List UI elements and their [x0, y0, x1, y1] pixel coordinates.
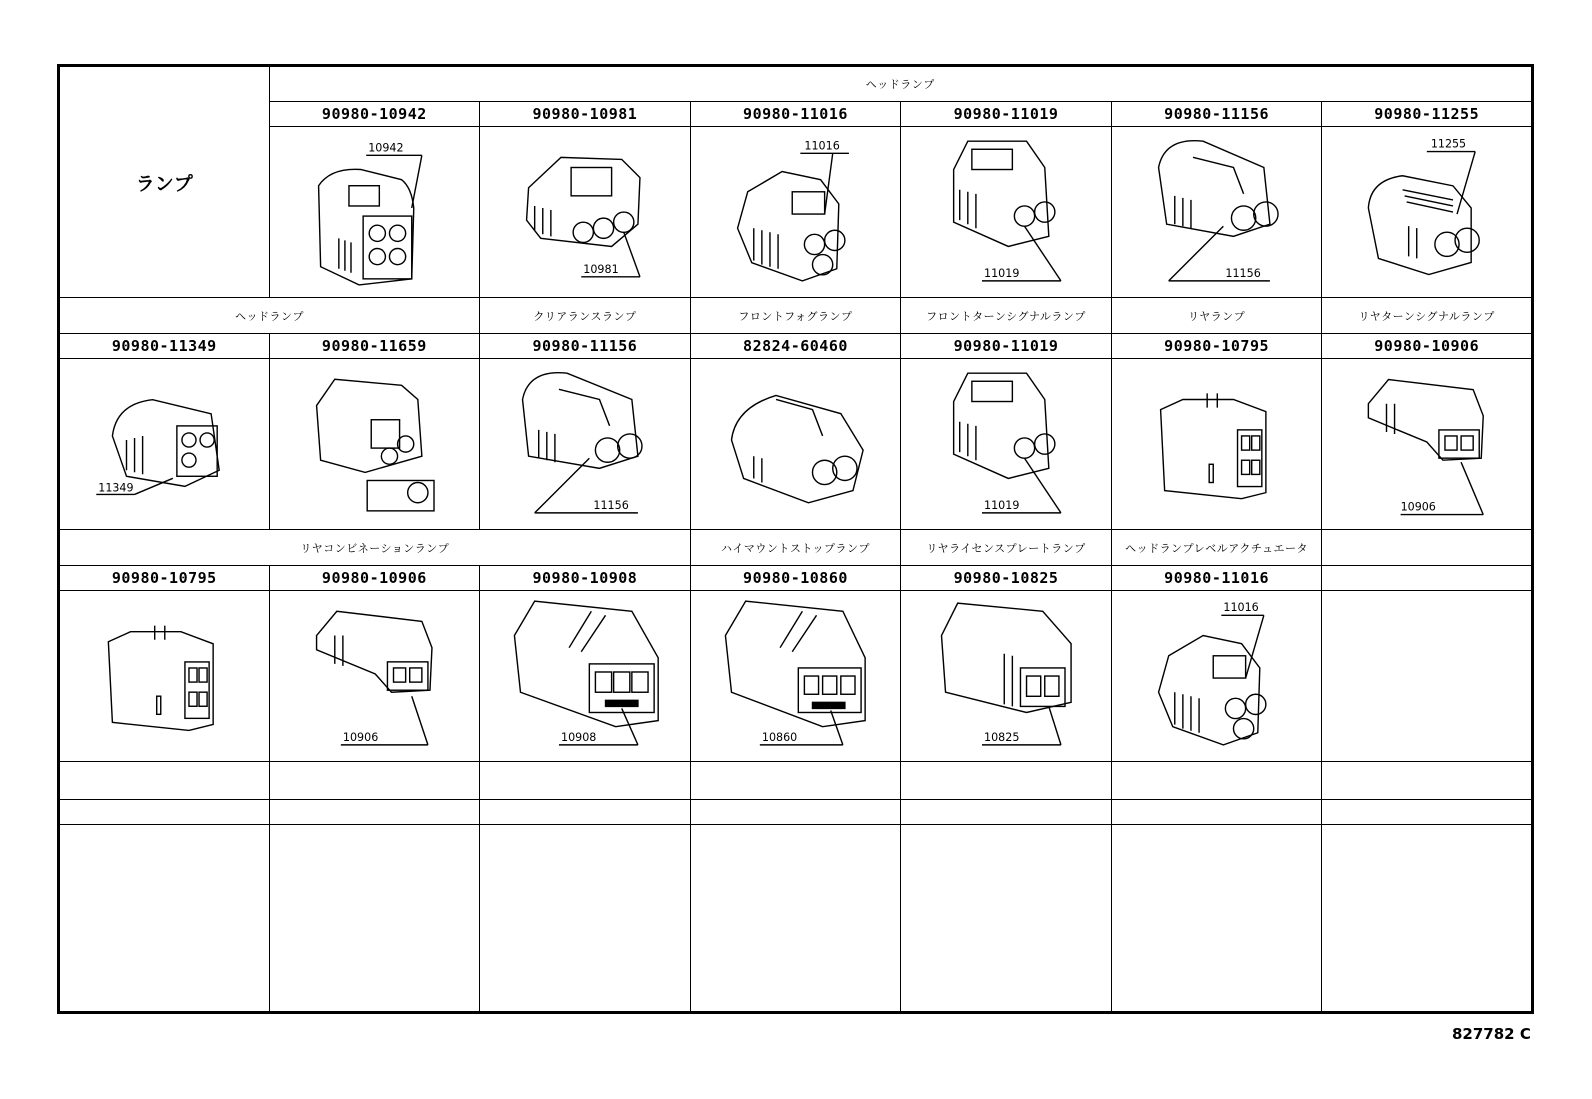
empty-cell [59, 825, 270, 1013]
empty-cell [269, 800, 480, 825]
reference-code: 827782 C [1452, 1025, 1531, 1043]
category-header: リヤライセンスプレートランプ [901, 530, 1112, 566]
empty-cell [1322, 762, 1533, 800]
connector-3pin-drawing [1112, 591, 1322, 761]
callout-label: 11255 [1431, 137, 1467, 151]
part-number: 90980-10981 [480, 102, 691, 127]
part-number: 90980-10825 [901, 566, 1112, 591]
category-header: クリアランスランプ [480, 298, 691, 334]
callout-label: 11016 [804, 139, 840, 153]
part-number: 90980-10908 [480, 566, 691, 591]
category-header: リヤランプ [1111, 298, 1322, 334]
callout-label: 11349 [98, 481, 134, 495]
callout-label: 10860 [761, 730, 797, 744]
connector-3cavity-drawing [480, 591, 690, 761]
empty-cell [690, 825, 901, 1013]
empty-cell [1322, 825, 1533, 1013]
connector-2pin-drawing [691, 359, 901, 529]
category-header: ヘッドランプ [59, 298, 480, 334]
part-number: 90980-10906 [269, 566, 480, 591]
connector-housing-drawing [270, 359, 480, 529]
connector-drawing-cell [690, 591, 901, 762]
connector-drawing-cell [480, 359, 691, 530]
connector-drawing-cell [59, 591, 270, 762]
empty-cell [480, 825, 691, 1013]
connector-drawing-cell [901, 591, 1112, 762]
category-header: リヤコンビネーションランプ [59, 530, 691, 566]
callout-label: 10825 [984, 730, 1020, 744]
part-number: 90980-10942 [269, 102, 480, 127]
category-header: ヘッドランプ [269, 66, 1532, 102]
connector-drawing-cell [901, 359, 1112, 530]
empty-cell [1111, 825, 1322, 1013]
connector-drawing-cell [1111, 359, 1322, 530]
connector-drawing-cell [480, 127, 691, 298]
category-header: ハイマウントストップランプ [690, 530, 901, 566]
part-number: 90980-11659 [269, 334, 480, 359]
lamp-label-cell [59, 66, 270, 298]
callout-label: 11016 [1223, 601, 1259, 615]
connector-3cavity-drawing [691, 591, 901, 761]
empty-cell [480, 762, 691, 800]
connector-2pin-drawing [901, 359, 1111, 529]
part-number [1322, 566, 1533, 591]
part-number: 90980-10795 [59, 566, 270, 591]
empty-cell [1322, 591, 1533, 762]
part-number: 90980-10906 [1322, 334, 1533, 359]
connector-3pin-drawing [691, 127, 901, 297]
empty-cell [59, 762, 270, 800]
connector-drawing-cell [1322, 359, 1533, 530]
connector-drawing-cell [690, 359, 901, 530]
callout-label: 11156 [1225, 266, 1261, 280]
empty-cell [1322, 800, 1533, 825]
lamp-label: ランプ [135, 172, 193, 195]
empty-cell [480, 800, 691, 825]
connector-4pin-drawing [60, 359, 269, 529]
connector-drawing-cell [269, 591, 480, 762]
callout-label: 10906 [342, 730, 378, 744]
connector-4cavity-drawing [1112, 359, 1322, 529]
connector-2pin-drawing [901, 127, 1111, 297]
connector-drawing-cell [480, 591, 691, 762]
part-number: 90980-10860 [690, 566, 901, 591]
empty-cell [269, 825, 480, 1013]
connector-drawing-cell [1111, 591, 1322, 762]
callout-label: 10981 [583, 262, 619, 276]
connector-4cavity-drawing [60, 591, 269, 761]
part-number: 90980-11156 [480, 334, 691, 359]
empty-cell [901, 825, 1112, 1013]
connector-2pin-drawing [480, 359, 690, 529]
empty-cell [690, 762, 901, 800]
connector-drawing-cell [59, 359, 270, 530]
part-number: 90980-11019 [901, 334, 1112, 359]
connector-table [57, 64, 1534, 1014]
connector-2cavity-drawing [901, 591, 1111, 761]
connector-2cavity-drawing [1322, 359, 1531, 529]
callout-label: 11156 [593, 498, 629, 512]
connector-2pin-drawing [1322, 127, 1531, 297]
connector-drawing-cell [901, 127, 1112, 298]
callout-label: 11019 [984, 498, 1020, 512]
connector-drawing-cell [269, 359, 480, 530]
connector-table-sheet [57, 64, 1534, 1014]
empty-cell [901, 800, 1112, 825]
connector-drawing-cell [1322, 127, 1533, 298]
category-header: リヤターンシグナルランプ [1322, 298, 1533, 334]
category-header [1322, 530, 1533, 566]
part-number: 90980-10795 [1111, 334, 1322, 359]
empty-cell [690, 800, 901, 825]
connector-drawing-cell [269, 127, 480, 298]
part-number: 90980-11255 [1322, 102, 1533, 127]
part-number: 90980-11156 [1111, 102, 1322, 127]
connector-4pin-drawing [270, 127, 480, 297]
category-header: フロントターンシグナルランプ [901, 298, 1112, 334]
connector-3pin-drawing [480, 127, 690, 297]
part-number: 90980-11349 [59, 334, 270, 359]
empty-cell [1111, 762, 1322, 800]
connector-2pin-drawing [1112, 127, 1322, 297]
callout-label: 10906 [1400, 500, 1437, 514]
empty-cell [1111, 800, 1322, 825]
empty-cell [269, 762, 480, 800]
callout-label: 11019 [984, 266, 1020, 280]
part-number: 90980-11016 [690, 102, 901, 127]
callout-label: 10908 [561, 730, 597, 744]
category-header: フロントフォグランプ [690, 298, 901, 334]
connector-2cavity-drawing [270, 591, 480, 761]
empty-cell [59, 800, 270, 825]
category-header: ヘッドランプレベルアクチュエータ [1111, 530, 1322, 566]
part-number: 90980-11016 [1111, 566, 1322, 591]
connector-drawing-cell [690, 127, 901, 298]
callout-label: 10942 [367, 141, 404, 155]
part-number: 82824-60460 [690, 334, 901, 359]
part-number: 90980-11019 [901, 102, 1112, 127]
connector-drawing-cell [1111, 127, 1322, 298]
empty-cell [901, 762, 1112, 800]
